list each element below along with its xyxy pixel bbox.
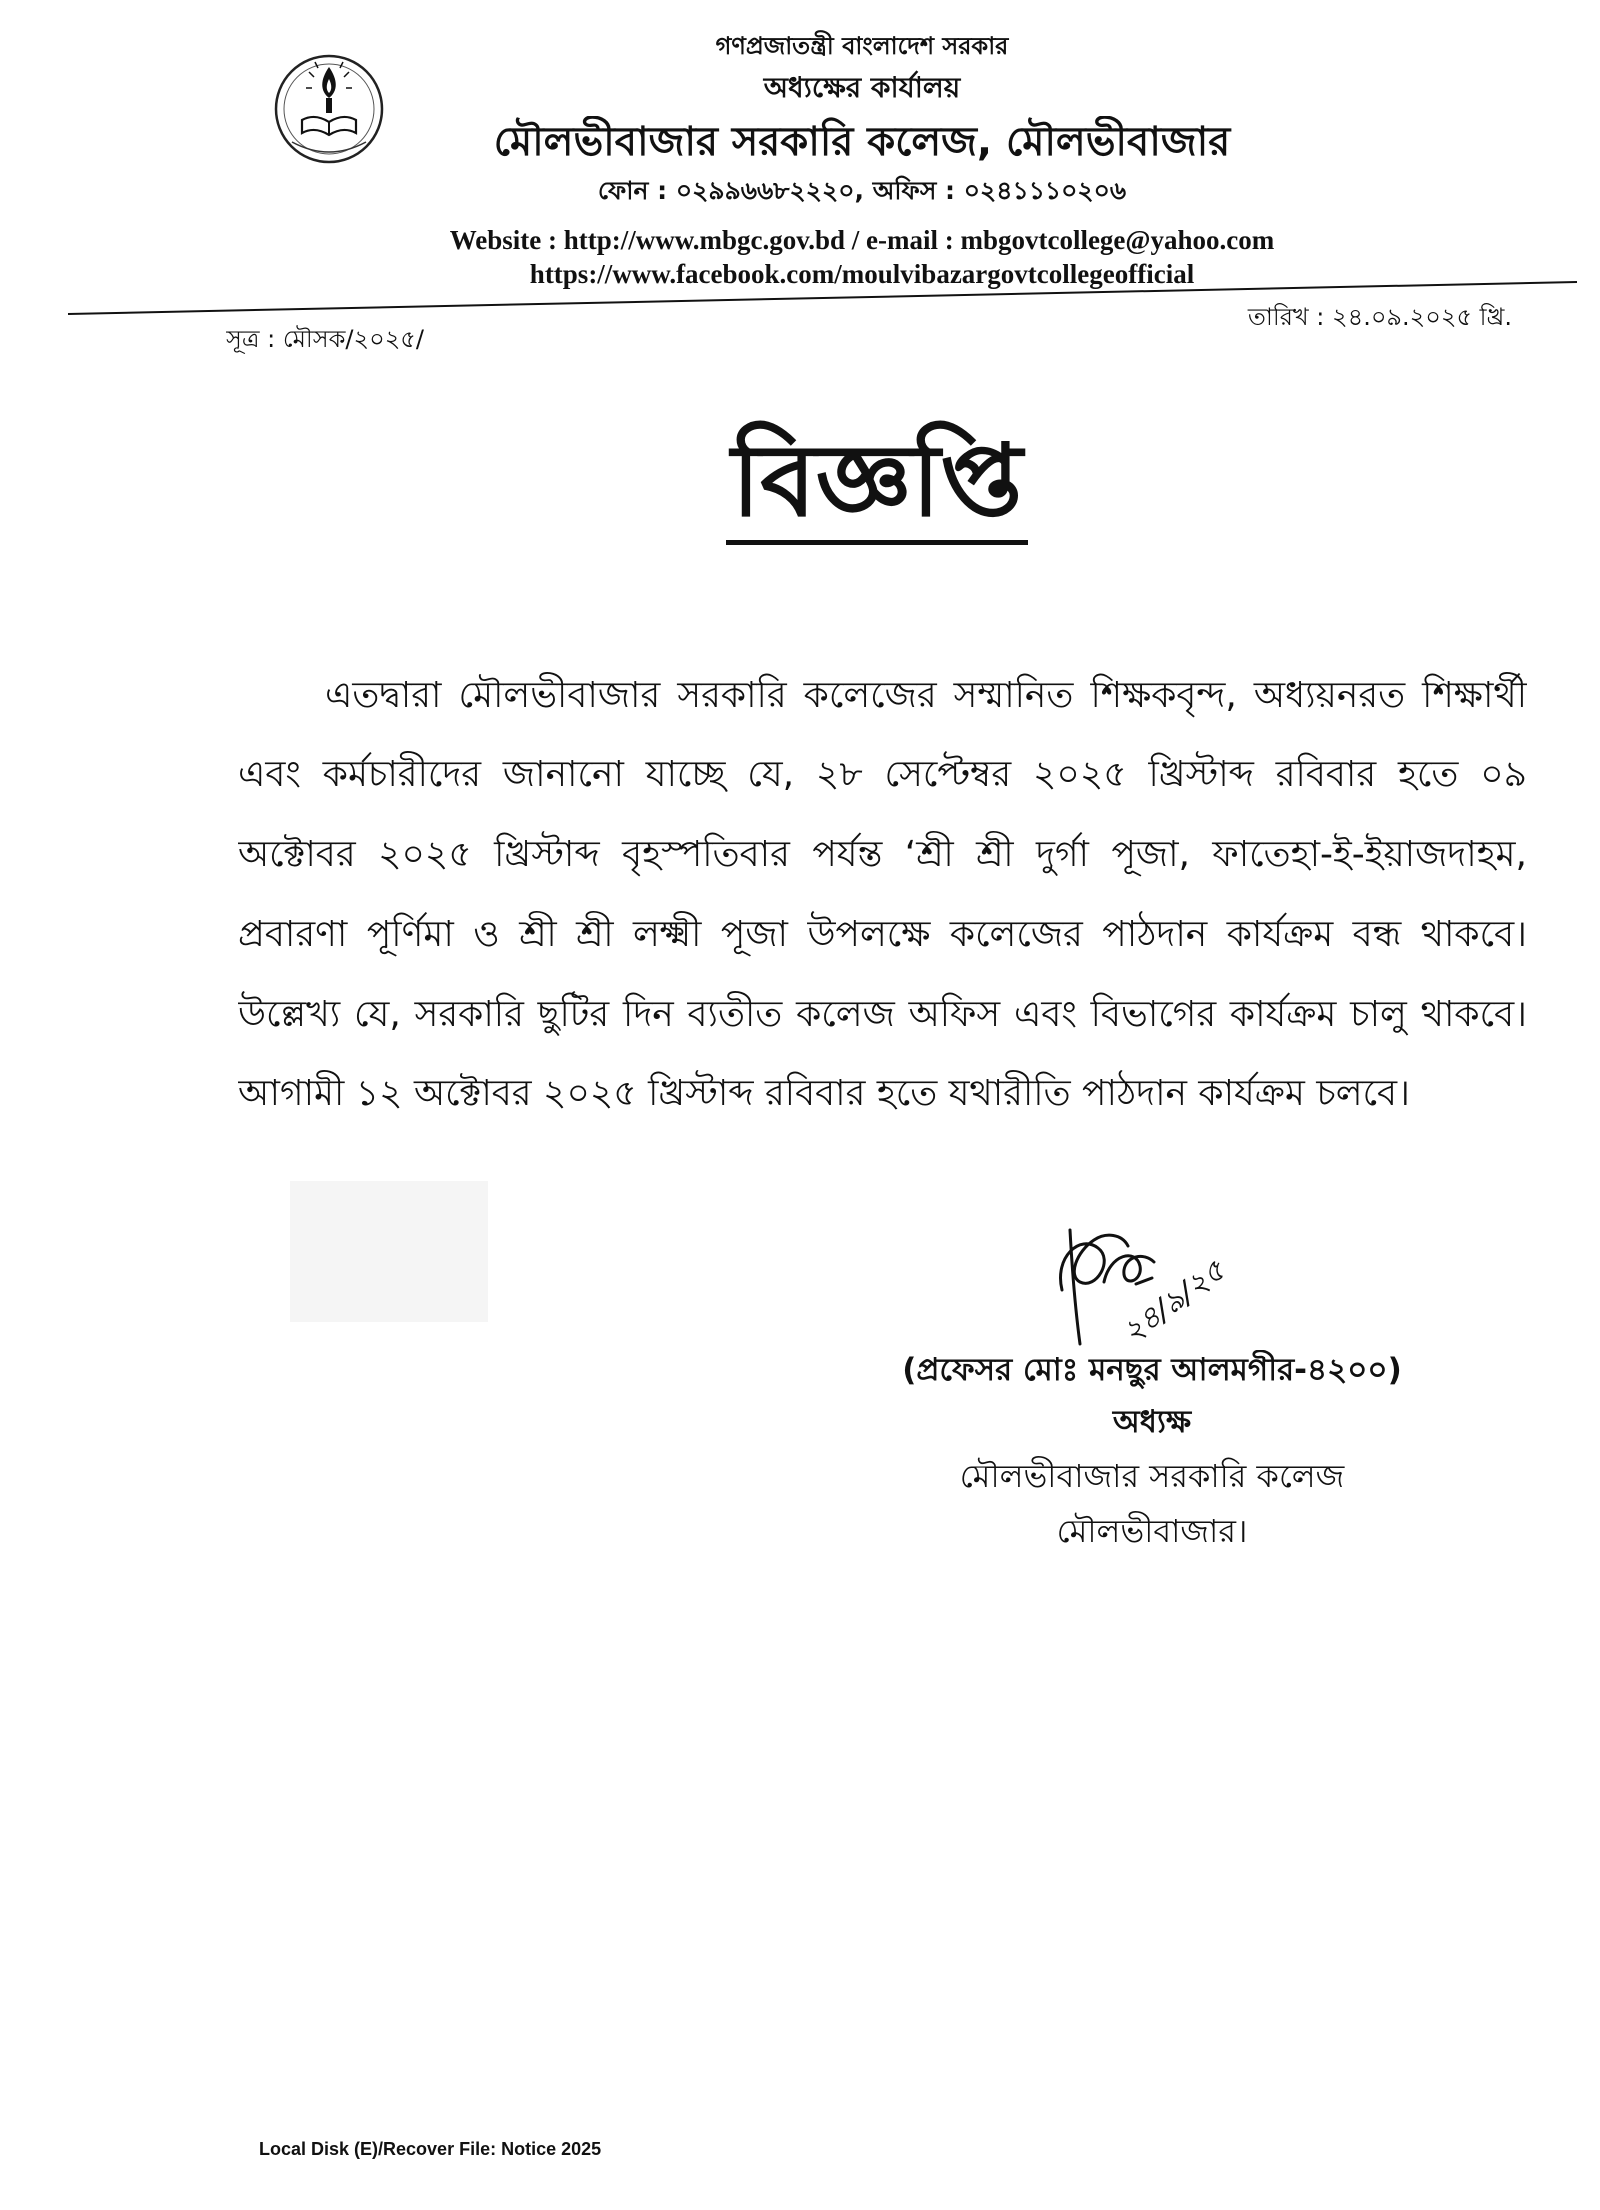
memo-reference: সূত্র : মৌসক/২০২৫/ <box>226 325 424 353</box>
website-email-line: Website : http://www.mbgc.gov.bd / e-mail : mbgovtcollege@yahoo.com <box>449 225 1275 255</box>
signature-date: ২৪/৯/২৫ <box>1116 1253 1232 1351</box>
body-line: প্রবারণা পূর্ণিমা ও শ্রী শ্রী লক্ষ্মী পূজা উপলক্ষে কলেজের পাঠদান কার্যক্রম বন্ধ থাকবে। <box>238 914 1527 955</box>
body-line: উল্লেখ্য যে, সরকারি ছুটির দিন ব্যতীত কলেজ অফিস এবং বিভাগের কার্যক্রম চালু থাকবে। <box>238 994 1527 1035</box>
body-line: এতদ্বারা মৌলভীবাজার সরকারি কলেজের সম্মানিত শিক্ষকবৃন্দ, অধ্যয়নরত শিক্ষার্থী <box>325 675 1527 716</box>
signatory-location: মৌলভীবাজার। <box>1056 1512 1248 1550</box>
government-heading: গণপ্রজাতন্ত্রী বাংলাদেশ সরকার <box>715 32 1009 60</box>
notice-title-block <box>627 422 1127 552</box>
institution-heading: মৌলভীবাজার সরকারি কলেজ, মৌলভীবাজার <box>493 119 1231 165</box>
signatory-name: (প্রফেসর মোঃ মনছুর আলমগীর-৪২০০) <box>902 1352 1402 1388</box>
body-line: আগামী ১২ অক্টোবর ২০২৫ খ্রিস্টাব্দ রবিবার হতে যথারীতি পাঠদান কার্যক্রম চলবে। <box>238 1073 1410 1114</box>
file-path-footer: Local Disk (E)/Recover File: Notice 2025 <box>259 2139 602 2159</box>
notice-date: তারিখ : ২৪.০৯.২০২৫ খ্রি. <box>1247 303 1512 331</box>
facebook-link-line: https://www.facebook.com/moulvibazargovtcollegeofficial <box>529 259 1195 289</box>
office-heading: অধ্যক্ষের কার্যালয় <box>763 71 961 104</box>
signatory-institution: মৌলভীবাজার সরকারি কলেজ <box>959 1457 1345 1495</box>
body-line: অক্টোবর ২০২৫ খ্রিস্টাব্দ বৃহস্পতিবার পর্যন্ত ‘শ্রী শ্রী দুর্গা পূজা, ফাতেহা-ই-ইয়াজদাহম, <box>238 834 1527 875</box>
signatory-designation: অধ্যক্ষ <box>1112 1404 1192 1440</box>
scan-smudge <box>290 1181 488 1322</box>
phone-line: ফোন : ০২৯৯৬৬৮২২২০, অফিস : ০২৪১১১০২০৬ <box>597 176 1127 205</box>
notice-title: বিজ্ঞপ্তি <box>726 422 1029 545</box>
body-line: এবং কর্মচারীদের জানানো যাচ্ছে যে, ২৮ সেপ্টেম্বর ২০২৫ খ্রিস্টাব্দ রবিবার হতে ০৯ <box>238 754 1527 795</box>
handwritten-signature <box>1040 1212 1280 1362</box>
